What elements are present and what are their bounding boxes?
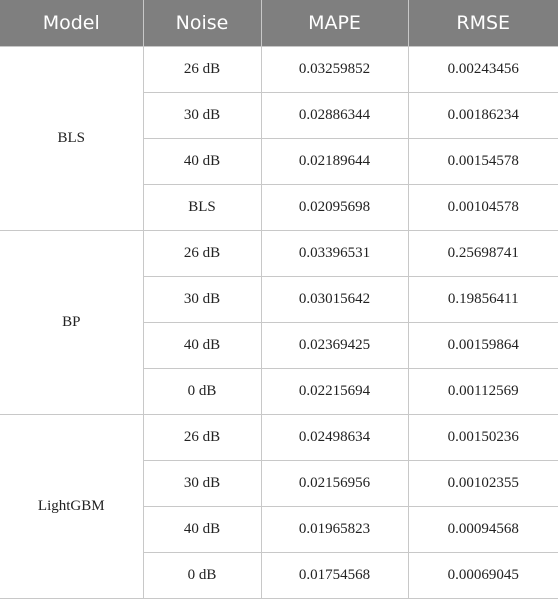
rmse-cell: 0.00243456	[408, 47, 558, 93]
noise-cell: 0 dB	[143, 369, 261, 415]
header-model: Model	[0, 0, 143, 47]
mape-cell: 0.02369425	[261, 323, 408, 369]
rmse-cell: 0.00069045	[408, 553, 558, 599]
rmse-cell: 0.00104578	[408, 185, 558, 231]
mape-cell: 0.01965823	[261, 507, 408, 553]
header-mape: MAPE	[261, 0, 408, 47]
model-cell-lightgbm: LightGBM	[0, 415, 143, 599]
table-header	[0, 0, 558, 47]
noise-cell: 40 dB	[143, 139, 261, 185]
noise-cell: 30 dB	[143, 93, 261, 139]
mape-cell: 0.02498634	[261, 415, 408, 461]
noise-cell: 26 dB	[143, 415, 261, 461]
mape-cell: 0.03015642	[261, 277, 408, 323]
noise-cell: 26 dB	[143, 47, 261, 93]
model-cell-bp: BP	[0, 231, 143, 415]
rmse-cell: 0.00112569	[408, 369, 558, 415]
rmse-cell: 0.00186234	[408, 93, 558, 139]
rmse-cell: 0.00150236	[408, 415, 558, 461]
rmse-cell: 0.00102355	[408, 461, 558, 507]
noise-cell: 40 dB	[143, 507, 261, 553]
mape-cell: 0.02189644	[261, 139, 408, 185]
rmse-cell: 0.25698741	[408, 231, 558, 277]
noise-cell: BLS	[143, 185, 261, 231]
header-row	[0, 0, 558, 47]
table-row	[0, 47, 558, 93]
mape-cell: 0.03259852	[261, 47, 408, 93]
noise-cell: 30 dB	[143, 277, 261, 323]
header-rmse: RMSE	[408, 0, 558, 47]
mape-cell: 0.02156956	[261, 461, 408, 507]
noise-cell: 30 dB	[143, 461, 261, 507]
mape-cell: 0.02215694	[261, 369, 408, 415]
rmse-cell: 0.19856411	[408, 277, 558, 323]
header-noise: Noise	[143, 0, 261, 47]
mape-cell: 0.01754568	[261, 553, 408, 599]
rmse-cell: 0.00154578	[408, 139, 558, 185]
noise-cell: 26 dB	[143, 231, 261, 277]
mape-cell: 0.02095698	[261, 185, 408, 231]
mape-cell: 0.02886344	[261, 93, 408, 139]
rmse-cell: 0.00094568	[408, 507, 558, 553]
mape-cell: 0.03396531	[261, 231, 408, 277]
table-row	[0, 231, 558, 277]
noise-cell: 0 dB	[143, 553, 261, 599]
table-body	[0, 47, 558, 599]
model-cell-bls: BLS	[0, 47, 143, 231]
table-row	[0, 415, 558, 461]
rmse-cell: 0.00159864	[408, 323, 558, 369]
noise-cell: 40 dB	[143, 323, 261, 369]
